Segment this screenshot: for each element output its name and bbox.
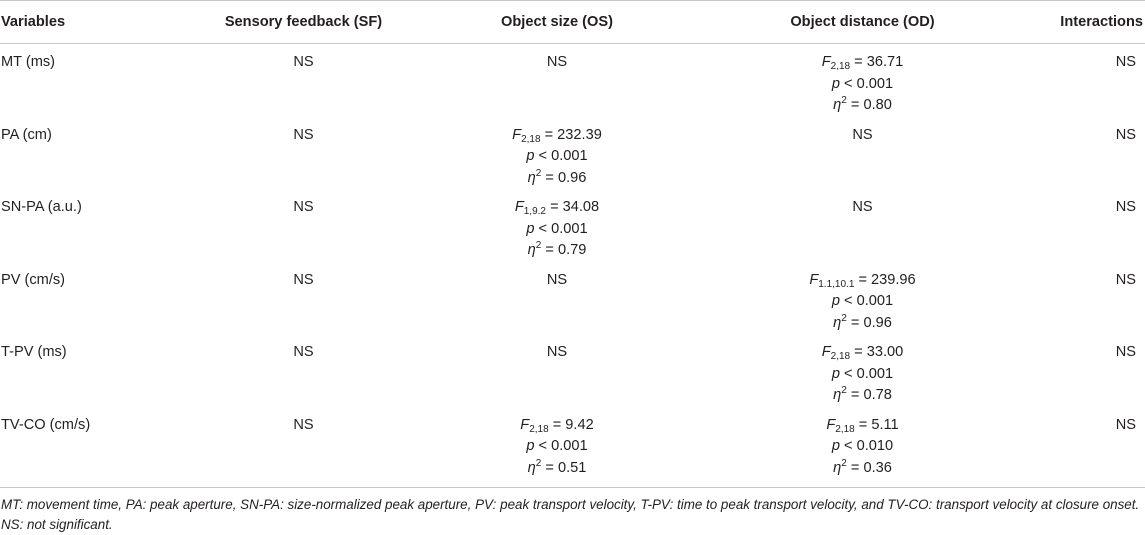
f-statistic bbox=[677, 342, 1048, 364]
sf-cell: NS bbox=[293, 126, 314, 143]
os-cell: NS bbox=[546, 271, 568, 288]
eta-exponent: 2 bbox=[841, 312, 847, 324]
eta-value: = 0.80 bbox=[850, 97, 892, 113]
f-symbol: F bbox=[514, 199, 524, 215]
header-interactions: Interactions bbox=[1048, 1, 1145, 44]
variable-cell: PV (cm/s) bbox=[1, 271, 66, 288]
table-row bbox=[0, 262, 1145, 335]
f-value: = 34.08 bbox=[550, 199, 600, 215]
eta-statistic bbox=[437, 168, 677, 190]
od-cell: NS bbox=[852, 126, 873, 143]
p-statistic bbox=[677, 364, 1048, 386]
degrees-of-freedom: 2,18 bbox=[830, 351, 851, 362]
p-statistic bbox=[437, 146, 677, 168]
p-value: < 0.001 bbox=[538, 438, 588, 454]
p-statistic bbox=[677, 436, 1048, 458]
eta-statistic bbox=[677, 313, 1048, 335]
p-symbol: p bbox=[526, 220, 535, 237]
f-symbol: F bbox=[809, 271, 819, 288]
eta-symbol: η bbox=[527, 459, 536, 476]
interactions-cell: NS bbox=[1115, 271, 1136, 288]
f-value: = 33.00 bbox=[854, 344, 904, 360]
sf-cell: NS bbox=[293, 344, 314, 360]
p-statistic bbox=[677, 74, 1048, 96]
p-statistic bbox=[437, 436, 677, 458]
header-variables: Variables bbox=[0, 1, 170, 44]
p-symbol: p bbox=[526, 148, 535, 164]
interactions-cell: NS bbox=[1115, 199, 1136, 215]
degrees-of-freedom: 1,9.2 bbox=[523, 206, 546, 217]
os-cell: NS bbox=[546, 344, 568, 360]
table-row bbox=[0, 117, 1145, 190]
eta-exponent: 2 bbox=[841, 457, 847, 469]
eta-value: = 0.96 bbox=[850, 314, 892, 331]
p-statistic bbox=[677, 291, 1048, 313]
p-symbol: p bbox=[526, 438, 535, 454]
eta-exponent: 2 bbox=[535, 167, 542, 179]
degrees-of-freedom: 2,18 bbox=[521, 133, 541, 145]
variable-cell: TV-CO (cm/s) bbox=[0, 407, 170, 488]
degrees-of-freedom: 2,18 bbox=[830, 61, 851, 72]
eta-symbol: η bbox=[833, 97, 842, 113]
od-stats-cell bbox=[677, 334, 1048, 407]
eta-exponent: 2 bbox=[535, 240, 542, 251]
eta-symbol: η bbox=[833, 387, 842, 403]
variable-cell: MT (ms) bbox=[1, 54, 56, 70]
eta-value: = 0.79 bbox=[545, 242, 587, 258]
eta-statistic bbox=[437, 458, 677, 480]
f-value: = 239.96 bbox=[858, 271, 916, 288]
eta-symbol: η bbox=[833, 459, 842, 476]
table-row bbox=[0, 334, 1145, 407]
table-row bbox=[0, 407, 1145, 488]
eta-symbol: η bbox=[527, 242, 536, 258]
od-stats-cell bbox=[677, 407, 1048, 488]
eta-value: = 0.51 bbox=[545, 459, 587, 476]
degrees-of-freedom: 2,18 bbox=[835, 423, 855, 435]
f-symbol: F bbox=[520, 416, 530, 433]
eta-statistic bbox=[677, 95, 1048, 117]
eta-value: = 0.36 bbox=[850, 459, 892, 476]
variable-cell: T-PV (ms) bbox=[1, 344, 67, 360]
eta-statistic bbox=[677, 385, 1048, 407]
eta-statistic bbox=[677, 458, 1048, 480]
f-value: = 5.11 bbox=[858, 416, 899, 433]
sf-cell: NS bbox=[293, 199, 314, 215]
eta-symbol: η bbox=[833, 314, 842, 331]
header-row bbox=[0, 1, 1145, 44]
f-statistic bbox=[677, 52, 1048, 74]
od-stats-cell bbox=[677, 44, 1048, 117]
od-cell: NS bbox=[852, 199, 873, 215]
header-sensory-feedback: Sensory feedback (SF) bbox=[170, 1, 437, 44]
p-value: < 0.001 bbox=[538, 148, 588, 164]
os-stats-cell bbox=[437, 407, 677, 488]
od-stats-cell bbox=[677, 262, 1048, 335]
p-symbol: p bbox=[831, 293, 840, 309]
f-symbol: F bbox=[821, 54, 831, 70]
variable-cell: PA (cm) bbox=[1, 126, 52, 143]
f-statistic bbox=[677, 270, 1048, 292]
eta-exponent: 2 bbox=[841, 385, 847, 396]
eta-statistic bbox=[437, 240, 677, 262]
f-symbol: F bbox=[826, 416, 836, 433]
eta-symbol: η bbox=[527, 169, 536, 186]
f-statistic bbox=[677, 415, 1048, 437]
degrees-of-freedom: 1.1,10.1 bbox=[818, 278, 855, 290]
p-symbol: p bbox=[831, 365, 840, 382]
table-row bbox=[0, 44, 1145, 117]
table-body bbox=[0, 44, 1145, 488]
sf-cell: NS bbox=[170, 407, 437, 488]
p-symbol: p bbox=[831, 75, 840, 92]
interactions-cell: NS bbox=[1048, 407, 1145, 488]
p-value: < 0.001 bbox=[844, 75, 894, 92]
degrees-of-freedom: 2,18 bbox=[529, 423, 549, 435]
f-value: = 9.42 bbox=[552, 416, 594, 433]
f-value: = 36.71 bbox=[854, 54, 904, 70]
sf-cell: NS bbox=[293, 54, 314, 70]
p-symbol: p bbox=[831, 438, 840, 454]
f-statistic bbox=[437, 415, 677, 437]
sf-cell: NS bbox=[293, 271, 314, 288]
f-statistic bbox=[437, 197, 677, 219]
f-value: = 232.39 bbox=[544, 126, 602, 143]
eta-value: = 0.78 bbox=[850, 387, 892, 403]
f-statistic bbox=[437, 125, 677, 147]
p-value: < 0.010 bbox=[844, 438, 894, 454]
table-footnote: MT: movement time, PA: peak aperture, SN-PA: size-normalized peak aperture, PV: peak transport velocity, T-PV: time to peak transport velocity, and TV-CO: transport velocity at closure onset. NS: not significant. bbox=[1, 497, 1140, 532]
os-stats-cell bbox=[437, 189, 677, 262]
eta-exponent: 2 bbox=[535, 457, 542, 469]
eta-exponent: 2 bbox=[841, 95, 847, 106]
p-statistic bbox=[437, 219, 677, 241]
eta-value: = 0.96 bbox=[545, 169, 587, 186]
f-symbol: F bbox=[821, 344, 831, 360]
table-row bbox=[0, 189, 1145, 262]
interactions-cell: NS bbox=[1115, 126, 1136, 143]
header-object-distance: Object distance (OD) bbox=[677, 1, 1048, 44]
interactions-cell: NS bbox=[1115, 344, 1136, 360]
p-value: < 0.001 bbox=[538, 220, 588, 237]
p-value: < 0.001 bbox=[844, 365, 894, 382]
f-symbol: F bbox=[512, 126, 522, 143]
variable-cell: SN-PA (a.u.) bbox=[1, 199, 82, 215]
p-value: < 0.001 bbox=[844, 293, 894, 309]
os-cell: NS bbox=[546, 54, 568, 70]
os-stats-cell bbox=[437, 117, 677, 190]
header-object-size: Object size (OS) bbox=[437, 1, 677, 44]
interactions-cell: NS bbox=[1115, 54, 1136, 70]
